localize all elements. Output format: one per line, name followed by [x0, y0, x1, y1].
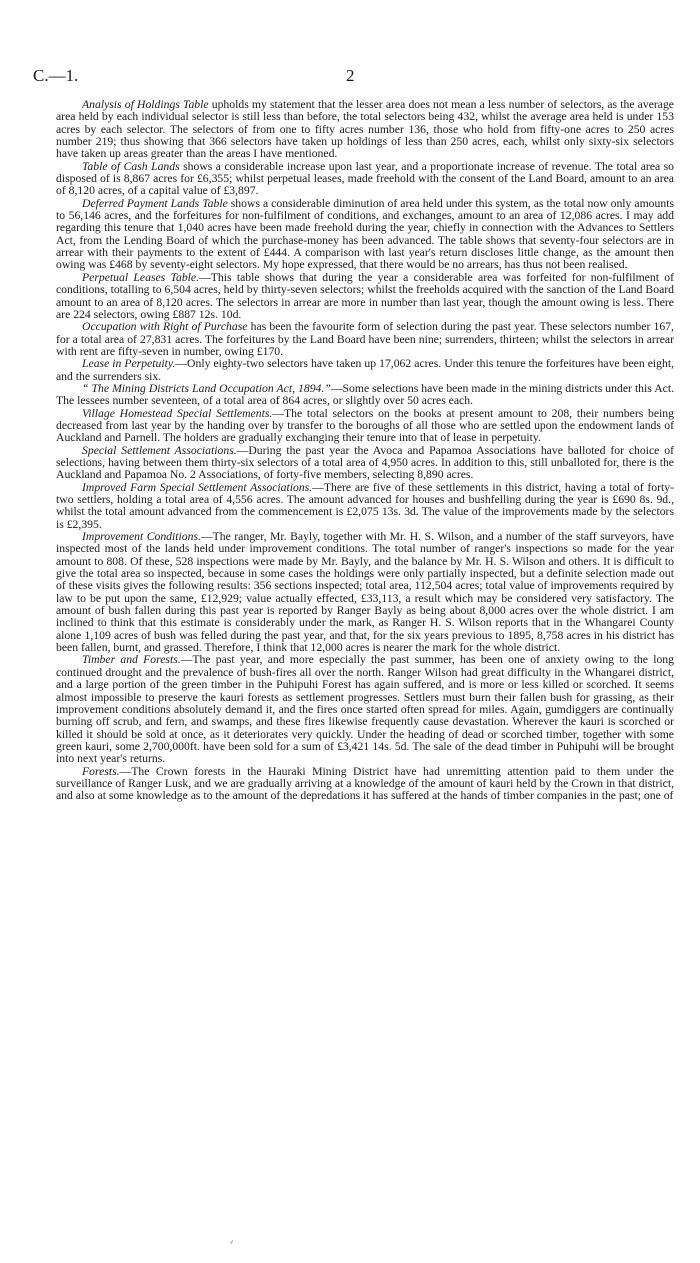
paragraph-text: —The Crown forests in the Hauraki Mining District have had unremitting attention paid to them under the surveillance of Ranger Lusk, and we are gradually arriving at a knowledge of the amount of kauri held by the Crown in that district, and also at some knowledge as to the amount of the depredations it has suffered at the hands of timber companies in the past; one of — [56, 764, 674, 803]
paragraph-heading: Timber and Forests. — [82, 653, 181, 667]
paragraph-perpetual-leases — [56, 272, 674, 321]
paragraph-text: —Some selections have been made in the mining districts under this Act. The lessees number seventeen, of a total area of 864 acres, or slightly over 50 acres each. — [56, 381, 674, 408]
paragraph-text: —During the past year the Avoca and Papamoa Associations have balloted for choice of selections, having between them thirty-six selectors of a total area of 4,950 acres. In addition to this, still unballoted for, there is the Auckland and Papamoa No. 2 Associations, of forty-five members, selecting 8,890 acres. — [56, 443, 674, 482]
paragraph-heading: Deferred Payment Lands Table — [82, 196, 228, 210]
paragraph-mining-districts-act — [56, 383, 674, 408]
paragraph-heading: Perpetual Leases Table. — [82, 270, 200, 284]
paragraph-text: —The past year, and more especially the past summer, has been one of anxiety owing to the long continued drought and the prevalence of bush-fires all over the north. Ranger Wilson had great difficulty in the Whangarei district, and a large portion of the green timber in the Puhipuhi Forest has again suffered, and is more or less killed or scorched. It seems almost impossible to preserve the kauri forests as settlement progresses. Settlers must burn their fallen bush for grassing, as their improvement conditions absolutely demand it, and the fires once started often spread for miles. Again, gumdiggers are continually burning off scrub, and fern, and swamps, and these fires likewise frequently cause devastation. Wherever the kauri is scorched or killed it should be sold at once, as it deteriorates very quickly. Under the heading of dead or scorched timber, together with some green kauri, some 2,700,000ft. have been sold for a sum of £3,421 14s. 5d. The sale of the dead timber in Puhipuhi will be brought into next year's returns. — [56, 653, 674, 766]
paragraph-heading: “ The Mining Districts Land Occupation Act, 1894.” — [82, 381, 331, 395]
paragraph-deferred-payment — [56, 198, 674, 272]
paragraph-special-settlement — [56, 445, 674, 482]
paragraph-heading: Special Settlement Associations. — [82, 443, 237, 457]
paragraph-text: shows a considerable diminution of area held under this system, as the total now only amounts to 56,146 acres, and the forfeitures for non-fulfilment of conditions, and exchanges, amount to an area of 12,086 acres. I may add regarding this tenure that 1,040 acres have been made freehold during the year, chiefly in connection with the Advances to Settlers Act, from the Lending Board of which the purchase-money has been advanced. The table shows that seventy-four selectors are in arrear with their payments to the extent of £444. A comparison with last year's return discloses little change, as the amount then owing was £468 by seventy-eight selectors. My hope expressed, that there would be no arrears, has thus not been realised. — [56, 196, 674, 272]
paragraph-heading: Analysis of Holdings Table — [82, 98, 209, 111]
paragraph-timber-and-forests — [56, 654, 674, 765]
paragraph-analysis-of-holdings — [56, 99, 674, 161]
paragraph-heading: Occupation with Right of Purchase — [82, 320, 248, 334]
paragraph-occupation-right-of-purchase — [56, 321, 674, 358]
paragraph-heading: Village Homestead Special Settlements. — [82, 406, 273, 420]
paragraph-text: upholds my statement that the lesser area does not mean a less number of selectors, as the average area held by each individual selector is still less than before, the total selectors being 432, whilst the average area held is under 153 acres by each selector. The selectors of from one to fifty acres number 136, those who hold from fifty-one acres to 250 acres number 219; thus showing that 366 selectors have taken up holdings of less than 250 acres, each, whilst only sixty-six selectors have taken up areas greater than the areas I have mentioned. — [56, 98, 674, 161]
stray-pen-mark — [230, 1240, 236, 1246]
paragraph-cash-lands — [56, 161, 674, 198]
paragraph-text: —This table shows that during the year a considerable area was forfeited for non-fulfilment of conditions, totalling to 6,504 acres, held by thirty-seven selectors; whilst the freeholds acquired with the sanction of the Land Board amount to an area of 8,120 acres. The selectors in arrear are more in number than last year, though the amount owing is less. There are 224 selectors, owing £887 12s. 10d. — [56, 270, 675, 321]
paragraph-text: —The total selectors on the books at present amount to 208, their numbers being decreased from last year by the handing over by transfer to the boroughs of all those who are settled upon the endowment lands of Auckland and Parnell. The holders are gradually exchanging their tenure into that of lease in perpetuity. — [56, 406, 674, 445]
body-text — [56, 99, 674, 803]
paragraph-text: —Only eighty-two selectors have taken up 17,062 acres. Under this tenure the forfeitures have been eight, and the surrenders six. — [56, 357, 674, 383]
paragraph-text: has been the favourite form of selection during the past year. These selectors number 167, for a total area of 27,831 acres. The forfeitures by the Land Board have been nine; surrenders, thirteen; whilst the selectors in arrear with rent are fifty-seven in number, owing £170. — [56, 320, 674, 358]
paragraph-improved-farm — [56, 482, 674, 531]
paragraph-heading: Lease in Perpetuity. — [82, 357, 176, 371]
paragraph-heading: Improved Farm Special Settlement Associations. — [82, 480, 313, 494]
paragraph-heading: Table of Cash Lands — [82, 159, 180, 173]
paragraph-heading: Improvement Conditions. — [82, 530, 201, 544]
page-header — [33, 66, 653, 88]
paragraph-village-homestead — [56, 408, 674, 445]
paragraph-text: —There are five of these settlements in this district, having a total of forty-two settlers, holding a total area of 4,556 acres. The amount advanced for houses and bushfelling during the year is £690 8s. 9d., whilst the total amount advanced from the commencement is £2,075 13s. 3d. The value of the improvements made by the selectors is £2,395. — [56, 480, 674, 531]
paragraph-text: shows a considerable increase upon last year, and a proportionate increase of revenue. The total area so disposed of is 8,867 acres for £6,355; whilst perpetual leases, made freehold with the consent of the Land Board, amount to an area of 8,120 acres, of a capital value of £3,897. — [56, 159, 675, 198]
document-reference: C.—1. — [33, 66, 79, 85]
page-number: 2 — [346, 66, 355, 85]
paragraph-heading: Forests. — [82, 764, 120, 778]
paragraph-forests — [56, 766, 674, 803]
paragraph-lease-in-perpetuity — [56, 358, 674, 383]
paragraph-text: —The ranger, Mr. Bayly, together with Mr. H. S. Wilson, and a number of the staff surveyors, have inspected most of the lands held under improvement conditions. The total number of ranger's inspections so made for the year amount to 808. Of these, 528 inspections were made by Mr. Bayly, and the balance by Mr. H. S. Wilson and others. It is difficult to give the total area so inspected, because in some cases the holdings were only partially inspected, but a definite selection made out of these visits gives the following results: 356 sections inspected; total area, 112,504 acres; total value of improvements required by law to be put upon the same, £12,929; value actually effected, £33,113, a result which may be considered very satisfactory. The amount of bush fallen during this past year is reported by Ranger Bayly as being about 8,000 acres over the whole district. I am inclined to think that this estimate is considerably under the mark, as Ranger H. S. Wilson reports that in the Whangarei County alone 1,109 acres of bush was felled during the past year, and that, for the six years previous to 1895, 8,758 acres in his district has been fallen, burnt, and grassed. Therefore, I think that 12,000 acres is nearer the mark for the whole district. — [56, 530, 674, 655]
paragraph-improvement-conditions — [56, 531, 674, 654]
